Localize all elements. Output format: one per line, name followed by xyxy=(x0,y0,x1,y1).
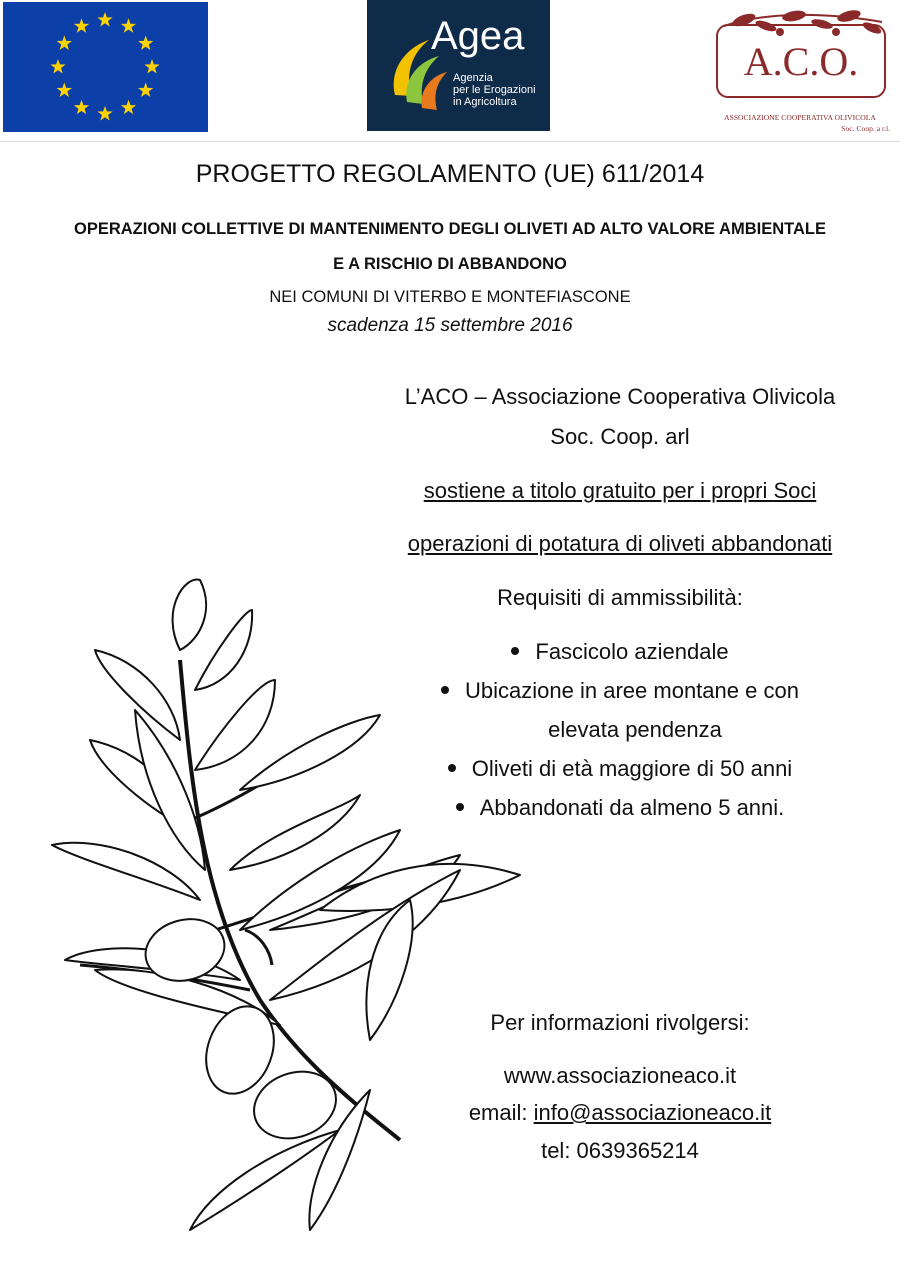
aco-logo xyxy=(704,4,894,136)
bullet-icon xyxy=(511,647,519,655)
aco-tagline: ASSOCIAZIONE COOPERATIVA OLIVICOLA xyxy=(724,113,876,122)
list-item: Fascicolo aziendale xyxy=(360,637,880,676)
star-icon xyxy=(74,18,89,32)
star-icon xyxy=(138,83,153,97)
requirements-list xyxy=(360,637,880,832)
bullet-icon xyxy=(456,803,464,811)
star-icon xyxy=(50,59,65,73)
list-item: Abbandonati da almeno 5 anni. xyxy=(360,793,880,832)
list-item: Ubicazione in aree montane e con xyxy=(360,676,880,715)
phone-line: tel: 0639365214 xyxy=(541,1138,699,1163)
star-icon xyxy=(97,106,112,120)
website-link[interactable]: www.associazioneaco.it xyxy=(503,1063,737,1088)
subtitle-line-1: OPERAZIONI COLLETTIVE DI MANTENIMENTO DEGLI OLIVETI AD ALTO VALORE AMBIENTALE xyxy=(74,220,826,238)
aco-name: A.C.O. xyxy=(743,39,859,84)
bullet-icon xyxy=(448,764,456,772)
page-title: PROGETTO REGOLAMENTO (UE) 611/2014 xyxy=(195,160,705,188)
aco-legal-form: Soc. Coop. a r.l. xyxy=(841,124,890,133)
email-label: email: xyxy=(468,1100,534,1125)
contact-label: Per informazioni rivolgersi: xyxy=(490,1010,750,1035)
star-icon xyxy=(97,12,112,26)
bullet-icon xyxy=(441,686,449,694)
agea-logo xyxy=(367,0,550,131)
star-icon xyxy=(144,59,159,73)
subtitle-line-3: NEI COMUNI DI VITERBO E MONTEFIASCONE xyxy=(269,288,631,306)
star-icon xyxy=(57,36,72,50)
agea-name: Agea xyxy=(431,14,525,58)
support-statement: sostiene a titolo gratuito per i propri Soci xyxy=(423,478,817,503)
star-icon xyxy=(57,83,72,97)
list-item: Oliveti di età maggiore di 50 anni xyxy=(360,754,880,793)
eu-stars-icon xyxy=(3,2,208,132)
operation-statement: operazioni di potatura di oliveti abbandonati xyxy=(407,531,833,556)
deadline: scadenza 15 settembre 2016 xyxy=(327,315,573,336)
star-icon xyxy=(74,100,89,114)
star-icon xyxy=(121,18,136,32)
header-divider xyxy=(0,141,900,142)
eu-flag-logo xyxy=(3,2,208,132)
email-line xyxy=(360,1100,880,1126)
agea-line-2: per le Erogazioni xyxy=(453,84,536,96)
agea-line-1: Agenzia xyxy=(453,72,493,84)
email-link[interactable]: info@associazioneaco.it xyxy=(533,1100,772,1125)
subtitle-line-2: E A RISCHIO DI ABBANDONO xyxy=(333,255,567,273)
org-legal-form: Soc. Coop. arl xyxy=(550,424,690,449)
agea-line-3: in Agricoltura xyxy=(453,96,517,108)
requirements-title: Requisiti di ammissibilità: xyxy=(497,585,743,610)
list-item-continuation: elevata pendenza xyxy=(548,717,722,742)
org-name: L’ACO – Associazione Cooperativa Olivicola xyxy=(404,384,836,409)
star-icon xyxy=(121,100,136,114)
star-icon xyxy=(138,36,153,50)
